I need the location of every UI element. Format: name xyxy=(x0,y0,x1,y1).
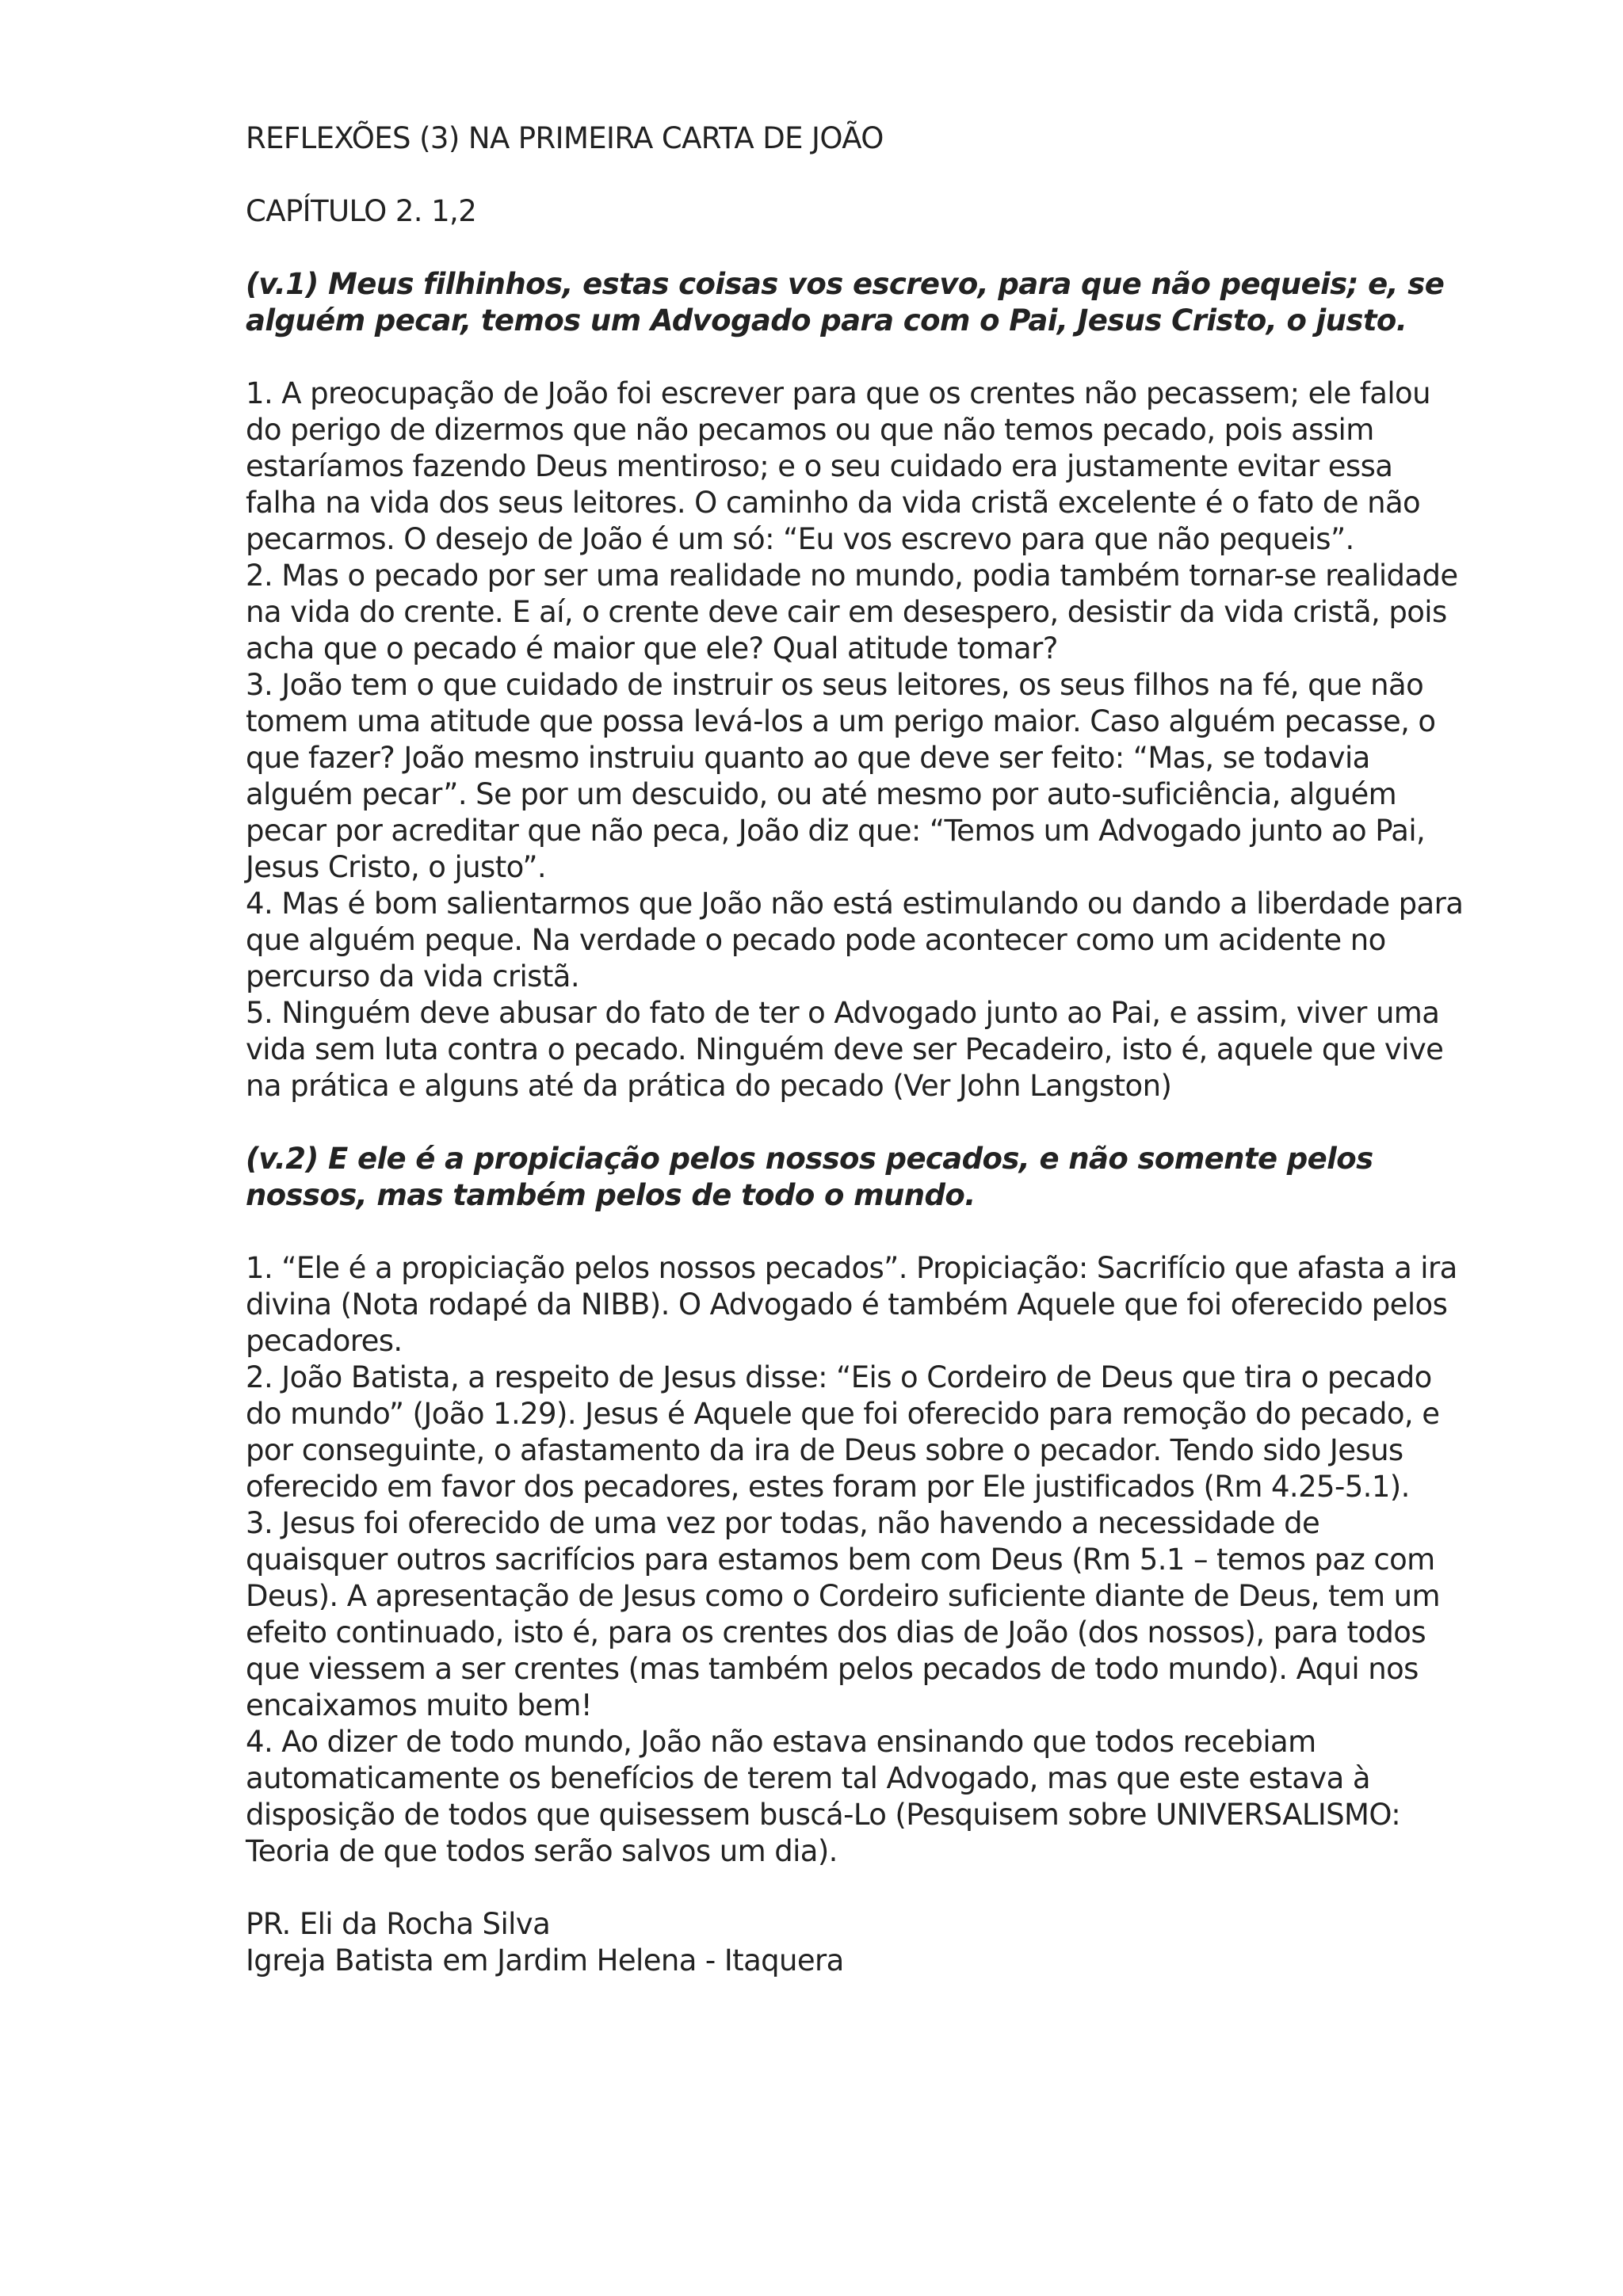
chapter-heading: CAPÍTULO 2. 1,2 xyxy=(246,194,477,228)
verse-1-text: (v.1) Meus filhinhos, estas coisas vos escrevo, para que não pequeis; e, se alguém pecar, temos um Advogado para com o Pai, Jesus Cristo, o justo. xyxy=(246,267,1445,338)
signature-name: PR. Eli da Rocha Silva xyxy=(246,1907,551,1941)
verse-2-paragraph-3: 3. Jesus foi oferecido de uma vez por todas, não havendo a necessidade de quaisquer outros sacrifícios para estamos bem com Deus (Rm 5.1 – temos paz com Deus). A apresentação de Jesus como o Cordeiro suficiente diante de Deus, tem um efeito continuado, isto é, para os crentes dos dias de João (dos nossos), para todos que viessem a ser crentes (mas também pelos pecados de todo mundo). Aqui nos encaixamos muito bem! xyxy=(246,1506,1440,1722)
verse-2-paragraph-4: 4. Ao dizer de todo mundo, João não estava ensinando que todos recebiam automaticamente os benefícios de terem tal Advogado, mas que este estava à disposição de todos que quisessem buscá-Lo (Pesquisem sobre UNIVERSALISMO: Teoria de que todos serão salvos um dia). xyxy=(246,1725,1401,1868)
verse-1-paragraph-2: 2. Mas o pecado por ser uma realidade no mundo, podia também tornar-se realidade na vida do crente. E aí, o crente deve cair em desespero, desistir da vida cristã, pois acha que o pecado é maior que ele? Qual atitude tomar? xyxy=(246,559,1458,666)
verse-1-paragraph-1: 1. A preocupação de João foi escrever para que os crentes não pecassem; ele falou do perigo de dizermos que não pecamos ou que não temos pecado, pois assim estaríamos fazendo Deus mentiroso; e o seu cuidado era justamente evitar essa falha na vida dos seus leitores. O caminho da vida cristã excelente é o fato de não pecarmos. O desejo de João é um só: “Eu vos escrevo para que não pequeis”. xyxy=(246,376,1430,556)
verse-1-paragraphs xyxy=(246,376,1466,1104)
verse-2-paragraph-2: 2. João Batista, a respeito de Jesus disse: “Eis o Cordeiro de Deus que tira o pecado do mundo” (João 1.29). Jesus é Aquele que foi oferecido para remoção do pecado, e por conseguinte, o afastamento da ira de Deus sobre o pecador. Tendo sido Jesus oferecido em favor dos pecadores, estes foram por Ele justificados (Rm 4.25-5.1). xyxy=(246,1360,1440,1504)
document-title: REFLEXÕES (3) NA PRIMEIRA CARTA DE JOÃO xyxy=(246,121,884,155)
section-verse-1 xyxy=(246,266,1466,1104)
verse-1-paragraph-5: 5. Ninguém deve abusar do fato de ter o Advogado junto ao Pai, e assim, viver uma vida sem luta contra o pecado. Ninguém deve ser Pecadeiro, isto é, aquele que vive na prática e alguns até da prática do pecado (Ver John Langston) xyxy=(246,996,1444,1103)
verse-2-text: (v.2) E ele é a propiciação pelos nossos pecados, e não somente pelos nossos, mas também pelos de todo o mundo. xyxy=(246,1142,1373,1212)
verse-1-paragraph-3: 3. João tem o que cuidado de instruir os seus leitores, os seus filhos na fé, que não tomem uma atitude que possa levá-los a um perigo maior. Caso alguém pecasse, o que fazer? João mesmo instruiu quanto ao que deve ser feito: “Mas, se todavia alguém pecar”. Se por um descuido, ou até mesmo por auto-suficiência, alguém pecar por acreditar que não peca, João diz que: “Temos um Advogado junto ao Pai, Jesus Cristo, o justo”. xyxy=(246,668,1436,884)
signature-church: Igreja Batista em Jardim Helena - Itaquera xyxy=(246,1943,844,1978)
verse-2-paragraphs xyxy=(246,1250,1466,1870)
document-page xyxy=(246,120,1466,1979)
section-verse-2 xyxy=(246,1141,1466,1870)
verse-2-paragraph-1: 1. “Ele é a propiciação pelos nossos pecados”. Propiciação: Sacrifício que afasta a ira divina (Nota rodapé da NIBB). O Advogado é também Aquele que foi oferecido pelos pecadores. xyxy=(246,1251,1457,1358)
verse-1-paragraph-4: 4. Mas é bom salientarmos que João não está estimulando ou dando a liberdade para que alguém peque. Na verdade o pecado pode acontecer como um acidente no percurso da vida cristã. xyxy=(246,887,1464,994)
signature-block xyxy=(246,1906,1466,1979)
